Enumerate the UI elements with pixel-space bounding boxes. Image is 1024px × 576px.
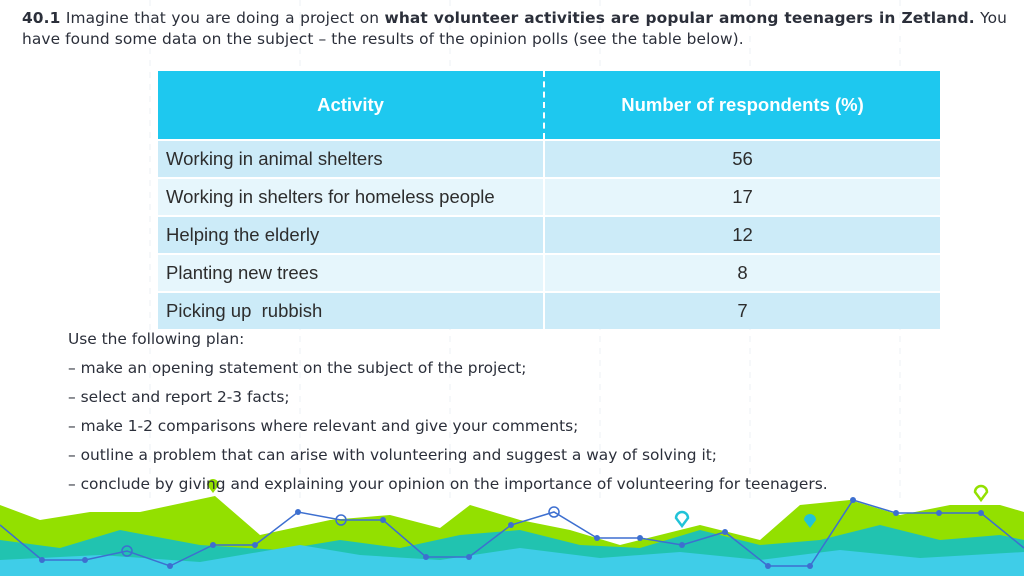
table-header-row [158,71,940,140]
answer-plan [68,325,1008,499]
plan-item: – select and report 2-3 facts; [68,388,290,406]
intro-topic: what volunteer activities are popular among teenagers in Zetland. [384,9,975,27]
value-cell: 8 [544,254,940,292]
location-pin-icon [676,512,688,526]
plan-item: – outline a problem that can arise with volunteering and suggest a way of solving it; [68,446,717,464]
plan-item: – make an opening statement on the subject of the project; [68,359,527,377]
intro-text-b: You have found some data on the subject – the results of the opinion polls (see the table below). [22,9,1007,48]
intro-text-a: Imagine that you are doing a project on [60,9,385,27]
task-number: 40.1 [22,9,61,27]
plan-item: – make 1-2 comparisons where relevant and give your comments; [68,417,579,435]
table-row [158,140,940,178]
value-cell: 7 [544,292,940,329]
value-cell: 12 [544,216,940,254]
activity-cell: Working in animal shelters [158,140,544,178]
table-row [158,178,940,216]
table-row [158,216,940,254]
activity-cell: Working in shelters for homeless people [158,178,544,216]
activity-cell: Planting new trees [158,254,544,292]
plan-item: – conclude by giving and explaining your opinion on the importance of volunteering for teenagers. [68,475,828,493]
plan-heading: Use the following plan: [68,330,245,348]
column-header-activity: Activity [158,71,544,140]
table-row [158,292,940,329]
value-cell: 17 [544,178,940,216]
table-row [158,254,940,292]
column-header-respondents: Number of respondents (%) [544,71,940,140]
activity-cell: Helping the elderly [158,216,544,254]
activity-cell: Picking up rubbish [158,292,544,329]
value-cell: 56 [544,140,940,178]
task-intro [22,8,1007,50]
poll-results-table [158,71,940,329]
